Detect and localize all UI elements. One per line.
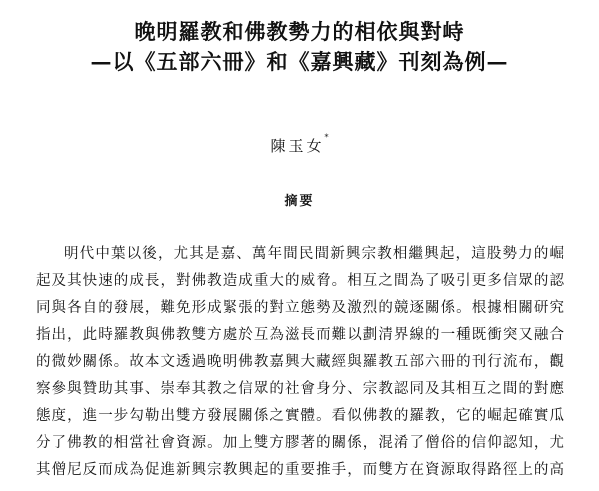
abstract-line: 指出，此時羅教與佛教雙方處於互為滋長而難以劃清界線的一種既衝突又融合 <box>36 327 564 343</box>
author-text: 陳玉女 <box>270 137 325 155</box>
abstract-heading: 摘要 <box>284 194 315 209</box>
abstract-line: 同與各自的發展，難免形成緊張的對立態勢及激烈的競逐關係。根據相關研究 <box>36 300 564 316</box>
abstract-line: 起及其快速的成長，對佛教造成重大的威脅。相互之間為了吸引更多信眾的認 <box>36 273 564 289</box>
abstract-line: 的微妙關係。故本文透過晚明佛教嘉興大藏經與羅教五部六冊的刊行流布，觀 <box>36 354 564 370</box>
author-name <box>0 135 599 156</box>
abstract-line: 分了佛教的相當社會資源。加上雙方膠著的關係，混淆了僧俗的信仰認知，尤 <box>36 435 564 451</box>
abstract-body <box>36 241 564 484</box>
author-footnote-mark: * <box>324 133 329 142</box>
paper-title-line-1: 晚明羅教和佛教勢力的相依與對峙 <box>134 19 465 44</box>
abstract-line: 其僧尼反而成為促進新興宗教興起的重要推手，而雙方在資源取得路徑上的高 <box>36 462 564 478</box>
abstract-line: 明代中葉以後，尤其是嘉、萬年間民間新興宗教相繼興起，這股勢力的崛 <box>64 246 564 262</box>
abstract-line: 察參與贊助其事、崇奉其教之信眾的社會身分、宗教認同及其相互之間的對應 <box>36 381 564 397</box>
abstract-line: 態度，進一步勾勒出雙方發展關係之實體。看似佛教的羅教，它的崛起確實瓜 <box>36 408 564 424</box>
paper-title-line-2: —以《五部六冊》和《嘉興藏》刊刻為例— <box>90 49 509 74</box>
